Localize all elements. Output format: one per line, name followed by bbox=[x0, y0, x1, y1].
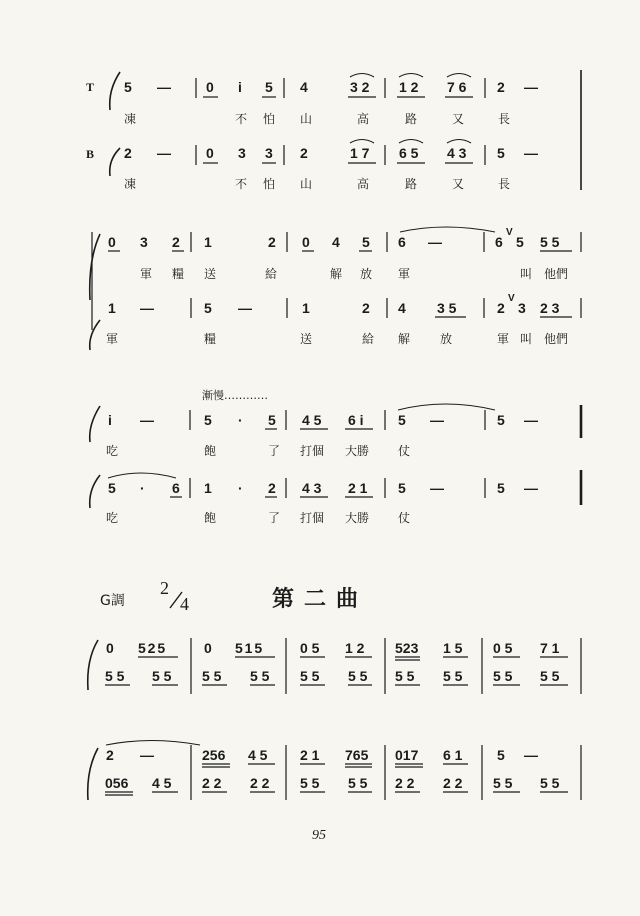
lyric: 大勝 bbox=[345, 511, 370, 525]
note: 7 1 bbox=[540, 640, 560, 656]
lyric: 飽 bbox=[204, 444, 217, 458]
note: 2 1 bbox=[300, 747, 320, 763]
lyric: 凍 bbox=[124, 177, 137, 191]
lyric: 長 bbox=[498, 177, 511, 191]
lyric: 怕 bbox=[263, 112, 276, 126]
note: 5 5 bbox=[250, 668, 270, 684]
note: 1 2 bbox=[345, 640, 365, 656]
lyric: 放 bbox=[360, 267, 373, 281]
note: 5 1 5 bbox=[235, 640, 263, 656]
note: 1 7 bbox=[350, 145, 370, 161]
note: 5 bbox=[516, 234, 524, 250]
note: · bbox=[140, 480, 145, 496]
lyric: 長 bbox=[498, 112, 511, 126]
note: 5 bbox=[497, 480, 505, 496]
note: 5 5 bbox=[202, 668, 222, 684]
note: 5 bbox=[204, 412, 212, 428]
note: 5 bbox=[124, 79, 132, 95]
note: 5 5 bbox=[443, 668, 463, 684]
note: 1 bbox=[204, 234, 212, 250]
note: — bbox=[157, 145, 171, 161]
note: 2 bbox=[124, 145, 132, 161]
note: 5 5 bbox=[540, 668, 560, 684]
lyric: 軍 bbox=[398, 267, 411, 281]
note: — bbox=[140, 412, 154, 428]
note: — bbox=[524, 145, 538, 161]
note: 2 bbox=[497, 300, 505, 316]
lyric: 大勝 bbox=[345, 444, 370, 458]
note: 2 1 bbox=[348, 480, 368, 496]
lyric: 糧 bbox=[204, 332, 217, 346]
note: 0 5 bbox=[300, 640, 320, 656]
lyric: 解 bbox=[330, 267, 343, 281]
lyric: 吃 bbox=[106, 444, 119, 458]
lyric: 軍 bbox=[497, 332, 510, 346]
lyric: 仗 bbox=[398, 444, 411, 458]
note: i bbox=[238, 79, 242, 95]
note: 2 bbox=[172, 234, 180, 250]
note: 056 bbox=[105, 775, 129, 791]
note: i bbox=[108, 412, 112, 428]
note: · bbox=[238, 480, 243, 496]
lyric: 不 bbox=[235, 112, 248, 126]
note: 6 1 bbox=[443, 747, 463, 763]
note: 2 bbox=[497, 79, 505, 95]
lyric: 送 bbox=[204, 267, 217, 281]
note: 5 5 bbox=[540, 775, 560, 791]
note: — bbox=[430, 412, 444, 428]
note: 5 5 bbox=[300, 668, 320, 684]
lyric: 凍 bbox=[124, 112, 137, 126]
note: 256 bbox=[202, 747, 226, 763]
note: 4 5 bbox=[302, 412, 322, 428]
note: 5 5 bbox=[348, 668, 368, 684]
note: — bbox=[428, 234, 442, 250]
breath-mark: V bbox=[506, 227, 513, 238]
lyric: 軍 bbox=[106, 332, 119, 346]
note: 0 bbox=[204, 640, 212, 656]
lyric: 解 bbox=[398, 332, 411, 346]
note: 0 bbox=[106, 640, 114, 656]
note: 0 5 bbox=[493, 640, 513, 656]
lyric: 他們 bbox=[544, 267, 569, 281]
lyric: 路 bbox=[405, 177, 418, 191]
note: 5 bbox=[362, 234, 370, 250]
note: 6 bbox=[172, 480, 180, 496]
note: 5 5 bbox=[540, 234, 560, 250]
time-signature-top: 2 bbox=[160, 578, 169, 598]
note: 5 5 bbox=[348, 775, 368, 791]
note: — bbox=[524, 79, 538, 95]
note: — bbox=[157, 79, 171, 95]
note: 2 2 bbox=[202, 775, 222, 791]
note: 6 bbox=[398, 234, 406, 250]
lyric: 糧 bbox=[172, 267, 185, 281]
note: 5 bbox=[497, 145, 505, 161]
note: 2 bbox=[268, 480, 276, 496]
lyric: 路 bbox=[405, 112, 418, 126]
note: 4 bbox=[300, 79, 308, 95]
tempo-marking: 漸慢………… bbox=[202, 389, 268, 402]
note: 4 3 bbox=[447, 145, 467, 161]
note: 0 bbox=[108, 234, 116, 250]
bass-label: B bbox=[86, 147, 95, 161]
note: — bbox=[524, 480, 538, 496]
note: — bbox=[524, 747, 538, 763]
note: 0 bbox=[206, 79, 214, 95]
note: 1 bbox=[108, 300, 116, 316]
note: 1 bbox=[302, 300, 310, 316]
note: 2 2 bbox=[250, 775, 270, 791]
lyric: 又 bbox=[452, 177, 465, 191]
note: 3 5 bbox=[437, 300, 457, 316]
lyric: 叫 bbox=[520, 267, 533, 281]
section-title: 第二曲 bbox=[272, 587, 369, 612]
page-number: 95 bbox=[312, 828, 326, 843]
lyric: 吃 bbox=[106, 511, 119, 525]
note: 1 5 bbox=[443, 640, 463, 656]
lyric: 仗 bbox=[398, 511, 411, 525]
lyric: 打個 bbox=[300, 444, 325, 458]
note: 4 bbox=[398, 300, 406, 316]
note: — bbox=[430, 480, 444, 496]
note: 2 bbox=[106, 747, 114, 763]
note: 2 2 bbox=[443, 775, 463, 791]
note: — bbox=[238, 300, 252, 316]
lyric: 山 bbox=[300, 177, 313, 191]
note: 2 bbox=[268, 234, 276, 250]
lyric: 放 bbox=[440, 332, 453, 346]
lyric: 軍 bbox=[140, 267, 153, 281]
note: 4 3 bbox=[302, 480, 322, 496]
note: 5 bbox=[265, 79, 273, 95]
note: 4 bbox=[332, 234, 340, 250]
note: 0 bbox=[206, 145, 214, 161]
note: 5 5 bbox=[152, 668, 172, 684]
lyric: 不 bbox=[235, 177, 248, 191]
lyric: 打個 bbox=[300, 511, 325, 525]
note: 5 5 bbox=[300, 775, 320, 791]
lyric: 給 bbox=[362, 332, 375, 346]
note: 7 6 bbox=[447, 79, 467, 95]
note: — bbox=[524, 412, 538, 428]
note: 2 2 bbox=[395, 775, 415, 791]
note: 5 5 bbox=[493, 668, 513, 684]
breath-mark: V bbox=[508, 293, 515, 304]
note: 5 5 bbox=[105, 668, 125, 684]
lyric: 山 bbox=[300, 112, 313, 126]
note: 523 bbox=[395, 640, 419, 656]
note: 1 2 bbox=[399, 79, 419, 95]
lyric: 了 bbox=[268, 511, 281, 525]
key-signature: G調 bbox=[100, 593, 125, 609]
note: 3 bbox=[140, 234, 148, 250]
lyric: 給 bbox=[265, 267, 278, 281]
note: 3 bbox=[238, 145, 246, 161]
note: 4 5 bbox=[248, 747, 268, 763]
note: 0 bbox=[302, 234, 310, 250]
lyric: 叫 bbox=[520, 332, 533, 346]
note: 3 bbox=[518, 300, 526, 316]
note: 5 bbox=[108, 480, 116, 496]
note: 2 3 bbox=[540, 300, 560, 316]
note: 6 bbox=[495, 234, 503, 250]
lyric: 飽 bbox=[204, 511, 217, 525]
note: 6 i bbox=[348, 412, 364, 428]
note: — bbox=[140, 747, 154, 763]
lyric: 高 bbox=[357, 177, 370, 191]
lyric: 高 bbox=[357, 112, 370, 126]
note: 5 bbox=[497, 412, 505, 428]
note: 4 5 bbox=[152, 775, 172, 791]
lyric: 又 bbox=[452, 112, 465, 126]
note: 2 bbox=[362, 300, 370, 316]
note: 5 5 bbox=[493, 775, 513, 791]
note: 5 bbox=[398, 412, 406, 428]
note: 5 bbox=[398, 480, 406, 496]
note: 765 bbox=[345, 747, 369, 763]
tenor-label: T bbox=[86, 80, 95, 94]
note: 5 5 bbox=[395, 668, 415, 684]
note: 3 2 bbox=[350, 79, 370, 95]
lyric: 了 bbox=[268, 444, 281, 458]
note: 5 bbox=[268, 412, 276, 428]
note: 017 bbox=[395, 747, 419, 763]
lyric: 送 bbox=[300, 332, 313, 346]
note: 2 bbox=[300, 145, 308, 161]
lyric: 他們 bbox=[544, 332, 569, 346]
time-signature-bottom: 4 bbox=[180, 594, 189, 614]
note: 3 bbox=[265, 145, 273, 161]
lyric: 怕 bbox=[263, 177, 276, 191]
note: · bbox=[238, 412, 243, 428]
note: 5 2 5 bbox=[138, 640, 166, 656]
note: — bbox=[140, 300, 154, 316]
note: 1 bbox=[204, 480, 212, 496]
note: 5 bbox=[204, 300, 212, 316]
note: 6 5 bbox=[399, 145, 419, 161]
note: 5 bbox=[497, 747, 505, 763]
